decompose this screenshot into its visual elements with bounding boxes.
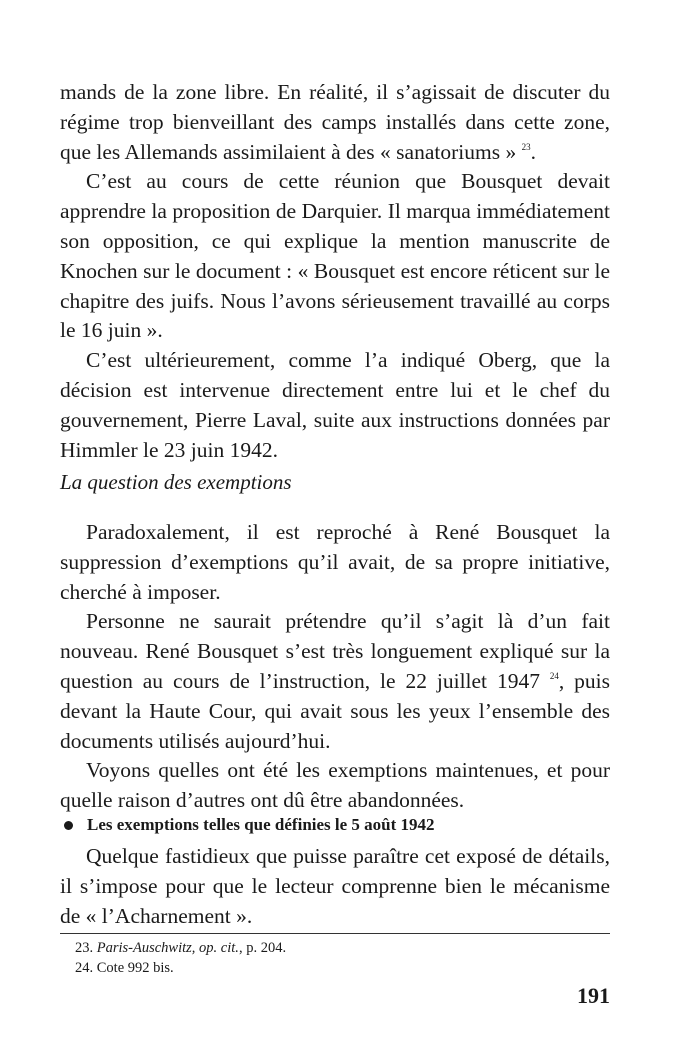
paragraph-3: C’est ultérieurement, comme l’a indiqué Oberg, que la décision est intervenue directement entre lui et le chef du gouvernement, Pierre Laval, suite aux instructions données par Himmler le 23 juin 1942. xyxy=(60,348,610,462)
footnote-ref-23: 23 xyxy=(521,141,531,152)
bullet-icon xyxy=(64,821,73,830)
footnote-23-source: Paris-Auschwitz, op. cit. xyxy=(96,940,239,956)
paragraph-5-end: , puis devant la Haute Cour, qui avait sous les yeux l’ensemble des documents utilisés aujourd’hui. xyxy=(60,668,610,753)
text-block-1 xyxy=(60,78,610,465)
paragraph-6: Voyons quelles ont été les exemptions maintenues, et pour quelle raison d’autres ont dû être abandonnées. xyxy=(60,758,610,813)
footnote-ref-24: 24 xyxy=(549,670,559,681)
paragraph-2: C’est au cours de cette réunion que Bousquet devait apprendre la proposition de Darquier. Il marqua immédiatement son opposition, ce qui explique la mention manuscrite de Knochen sur le document : « Bousquet est encore réticent sur le chapitre des juifs. Nous l’avons sérieusement travaillé au corps le 16 juin ». xyxy=(60,169,610,343)
footnote-24-rest: Cote 992 bis. xyxy=(96,960,174,976)
subheading xyxy=(60,815,435,835)
footnote-24-number: 24. xyxy=(75,960,94,976)
paragraph-1-text: mands de la zone libre. En réalité, il s’agissait de discuter du régime trop bienveillant des camps installés dans cette zone, que les Allemands assimilaient à des « sanatoriums » xyxy=(60,80,610,164)
paragraph-5 xyxy=(60,607,610,756)
page-number: 191 xyxy=(577,983,610,1008)
paragraph-5-text: Personne ne saurait prétendre qu’il s’agit là d’un fait nouveau. René Bousquet s’est très longuement expliqué sur la question au cours de l’instruction, le 22 juillet 1947 xyxy=(60,609,610,693)
footnote-23 xyxy=(75,938,610,958)
text-block-2 xyxy=(60,518,610,816)
paragraph-4: Paradoxalement, il est reproché à René Bousquet la suppression d’exemptions qu’il avait, de sa propre initiative, cherché à imposer. xyxy=(60,520,610,604)
footnote-23-number: 23. xyxy=(75,940,94,956)
footnotes xyxy=(60,933,610,978)
paragraph-1-end: . xyxy=(530,139,536,164)
subheading-text: Les exemptions telles que définies le 5 août 1942 xyxy=(87,815,435,834)
paragraph-7: Quelque fastidieux que puisse paraître cet exposé de détails, il s’impose pour que le lecteur comprenne bien le mécanisme de « l’Acharnement ». xyxy=(60,844,610,928)
footnote-23-rest: , p. 204. xyxy=(238,940,287,956)
section-title: La question des exemptions xyxy=(60,470,292,494)
text-block-3 xyxy=(60,842,610,931)
paragraph-1 xyxy=(60,78,610,167)
footnote-24 xyxy=(75,958,610,978)
